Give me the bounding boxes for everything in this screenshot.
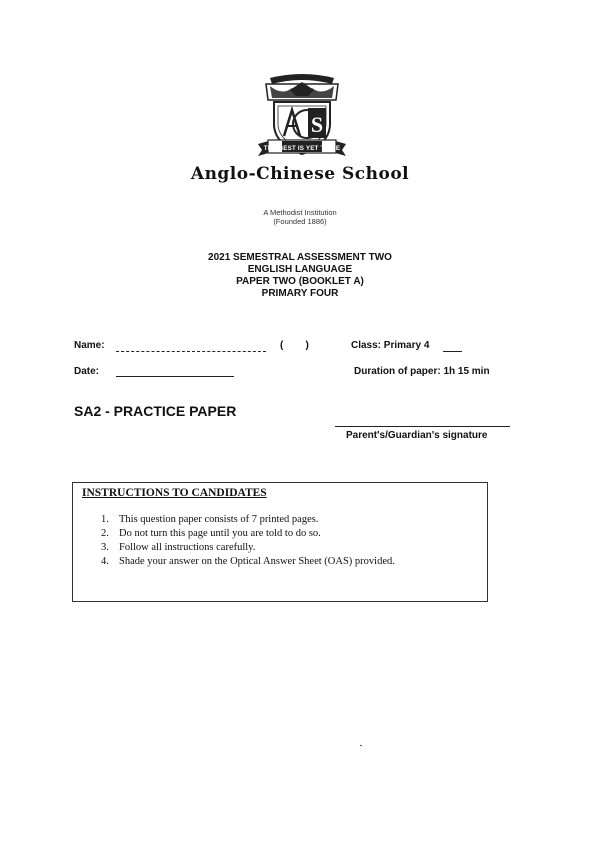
practice-paper-label: SA2 - PRACTICE PAPER [74, 403, 237, 419]
list-item: 4. Shade your answer on the Optical Answer Sheet (OAS) provided. [101, 556, 395, 567]
svg-text:S: S [310, 112, 324, 137]
exam-paper: PAPER TWO (BOOKLET A) [236, 276, 364, 287]
scan-speck [360, 745, 362, 746]
exam-title: 2021 SEMESTRAL ASSESSMENT TWO [208, 252, 392, 263]
instructions-list [101, 513, 395, 569]
exam-level: PRIMARY FOUR [261, 288, 339, 299]
date-label: Date: [74, 366, 100, 377]
instructions-box [72, 482, 488, 602]
class-label: Class: Primary 4 [351, 340, 430, 351]
date-field[interactable] [116, 376, 234, 377]
instructions-title: INSTRUCTIONS TO CANDIDATES [82, 487, 267, 499]
school-name: Anglo-Chinese School [190, 164, 410, 184]
duration-label: Duration of paper: 1h 15 min [354, 366, 490, 377]
school-subtitle: A Methodist Institution [263, 208, 337, 217]
svg-text:THE BEST IS YET TO BE: THE BEST IS YET TO BE [263, 145, 341, 152]
list-item: 2. Do not turn this page until you are told to do so. [101, 528, 321, 539]
list-item: 1. This question paper consists of 7 printed pages. [101, 514, 319, 525]
register-number-field[interactable]: ( ) [280, 340, 309, 351]
school-crest-icon [252, 72, 352, 164]
name-label: Name: [74, 340, 105, 351]
school-founded: (Founded 1886) [273, 217, 327, 226]
signature-label: Parent's/Guardian's signature [346, 430, 488, 441]
name-field[interactable] [116, 351, 266, 352]
signature-field[interactable] [335, 426, 510, 427]
exam-subject: ENGLISH LANGUAGE [247, 264, 353, 275]
list-item: 3. Follow all instructions carefully. [101, 542, 256, 553]
class-field[interactable] [443, 351, 462, 352]
